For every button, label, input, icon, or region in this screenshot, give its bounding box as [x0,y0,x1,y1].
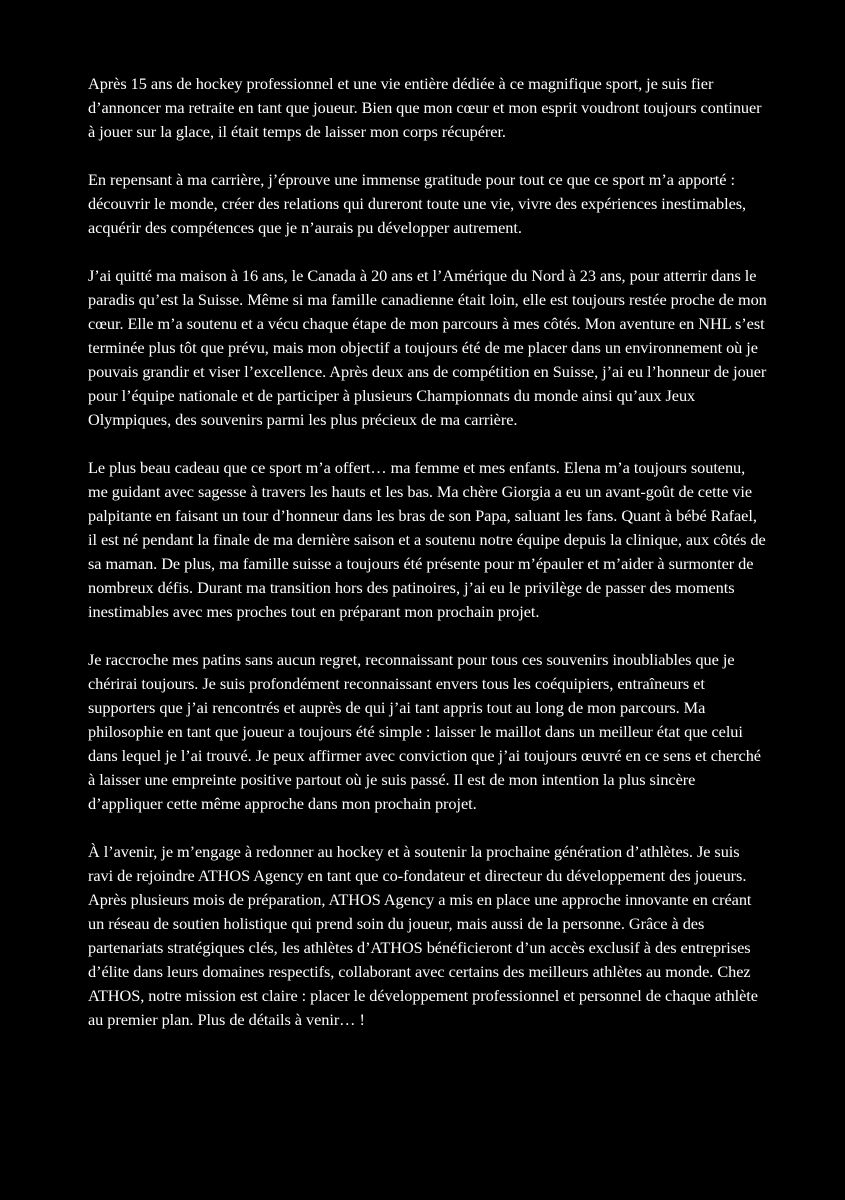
paragraph-future-athos: À l’avenir, je m’engage à redonner au hockey et à soutenir la prochaine génération d’athlètes. Je suis ravi de rejoindre ATHOS Agency en tant que co-fondateur et directeur du développement des joueurs. Après plusieurs mois de préparation, ATHOS Agency a mis en place une approche innovante en créant un réseau de soutien holistique qui prend soin du joueur, mais aussi de la personne. Grâce à des partenariats stratégiques clés, les athlètes d’ATHOS bénéficieront d’un accès exclusif à des entreprises d’élite dans leurs domaines respectifs, collaborant avec certains des meilleurs athlètes au monde. Chez ATHOS, notre mission est claire : placer le développement professionnel et personnel de chaque athlète au premier plan. Plus de détails à venir… ! [88,842,758,1029]
paragraph-family: Le plus beau cadeau que ce sport m’a offert… ma femme et mes enfants. Elena m’a toujours soutenu, me guidant avec sagesse à travers les hauts et les bas. Ma chère Giorgia a eu un avant-goût de cette vie palpitante en faisant un tour d’honneur dans les bras de son Papa, saluant les fans. Quant à bébé Rafael, il est né pendant la finale de ma dernière saison et a soutenu notre équipe depuis la clinique, aux côtés de sa maman. De plus, ma famille suisse a toujours été présente pour m’épauler et m’aider à surmonter de nombreux défis. Durant ma transition hors des patinoires, j’ai eu le privilège de passer des moments inestimables avec mes proches tout en préparant mon prochain projet. [88,458,766,621]
letter-body [88,72,768,1056]
paragraph-retirement-announcement: Après 15 ans de hockey professionnel et une vie entière dédiée à ce magnifique sport, je suis fier d’annoncer ma retraite en tant que joueur. Bien que mon cœur et mon esprit voudront toujours continuer à jouer sur la glace, il était temps de laisser mon corps récupérer. [88,74,762,141]
paragraph-career-journey: J’ai quitté ma maison à 16 ans, le Canada à 20 ans et l’Amérique du Nord à 23 ans, pour atterrir dans le paradis qu’est la Suisse. Même si ma famille canadienne était loin, elle est toujours restée proche de mon cœur. Elle m’a soutenu et a vécu chaque étape de mon parcours à mes côtés. Mon aventure en NHL s’est terminée plus tôt que prévu, mais mon objectif a toujours été de me placer dans un environnement où je pouvais grandir et viser l’excellence. Après deux ans de compétition en Suisse, j’ai eu l’honneur de jouer pour l’équipe nationale et de participer à plusieurs Championnats du monde ainsi qu’aux Jeux Olympiques, des souvenirs parmi les plus précieux de ma carrière. [88,266,767,429]
paragraph-no-regrets: Je raccroche mes patins sans aucun regret, reconnaissant pour tous ces souvenirs inoubliables que je chérirai toujours. Je suis profondément reconnaissant envers tous les coéquipiers, entraîneurs et supporters que j’ai rencontrés et auprès de qui j’ai tant appris tout au long de mon parcours. Ma philosophie en tant que joueur a toujours été simple : laisser le maillot dans un meilleur état que celui dans lequel je l’ai trouvé. Je peux affirmer avec conviction que j’ai toujours œuvré en ce sens et cherché à laisser une empreinte positive partout où je suis passé. Il est de mon intention la plus sincère d’appliquer cette même approche dans mon prochain projet. [88,650,761,813]
paragraph-gratitude: En repensant à ma carrière, j’éprouve une immense gratitude pour tout ce que ce sport m’a apporté : découvrir le monde, créer des relations qui dureront toute une vie, vivre des expériences inestimables, acquérir des compétences que je n’aurais pu développer autrement. [88,170,747,237]
